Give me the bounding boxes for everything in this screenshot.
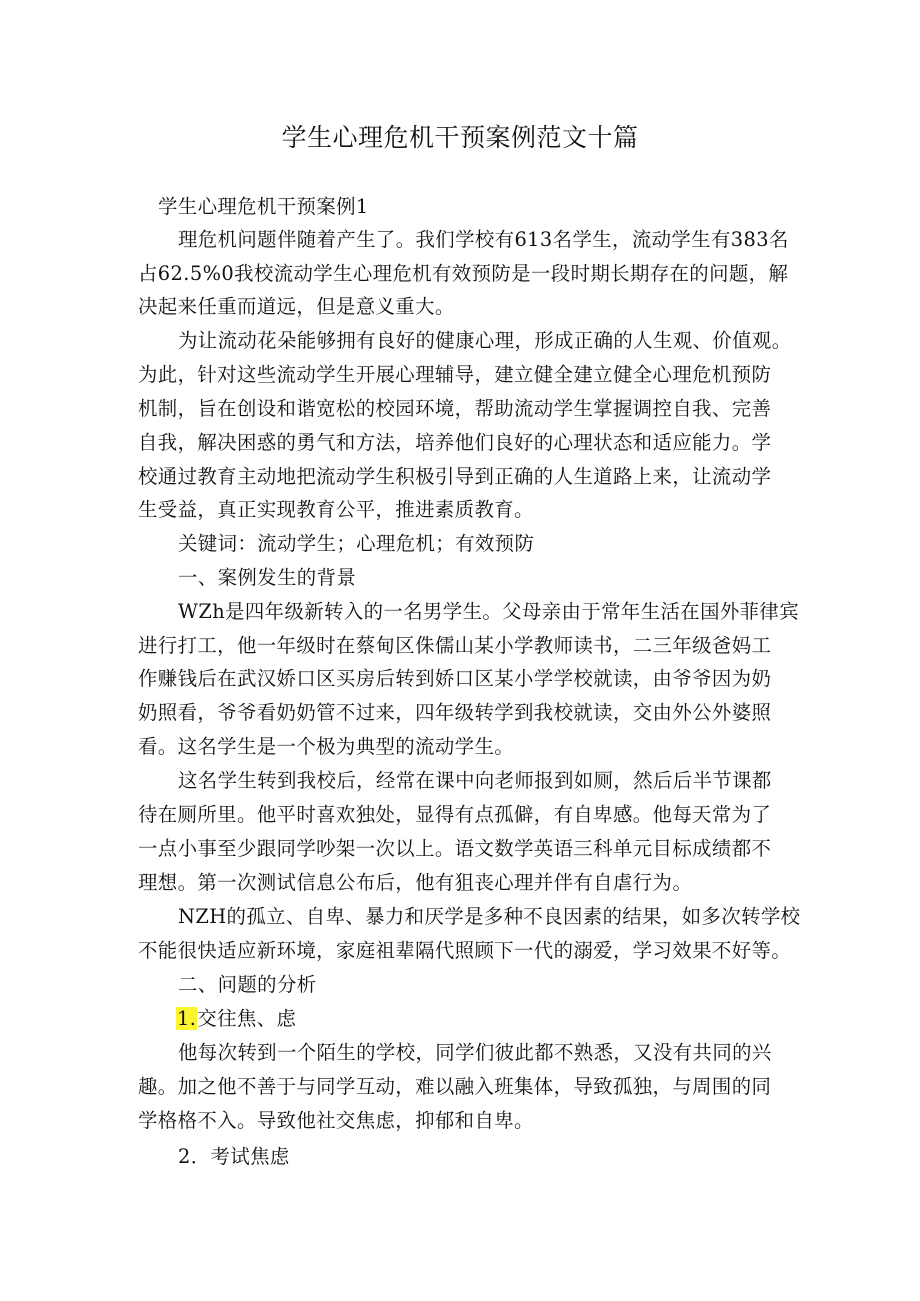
paragraph-line: 作赚钱后在武汉娇口区买房后转到娇口区某小学学校就读，由爷爷因为奶: [138, 667, 772, 690]
paragraph-line: 奶照看，爷爷看奶奶管不过来，四年级转学到我校就读，交由外公外婆照: [138, 701, 772, 724]
paragraph-line: 自我，解决困惑的勇气和方法，培养他们良好的心理状态和适应能力。学: [138, 431, 772, 454]
paragraph-line: 他每次转到一个陌生的学校，同学们彼此都不熟悉，又没有共同的兴: [178, 1041, 772, 1064]
subsection-heading-text: 交往焦、虑: [197, 1007, 297, 1030]
section-heading: 二、问题的分析: [178, 973, 317, 996]
highlighted-number: 1.: [177, 1007, 197, 1030]
paragraph-line: 看。这名学生是一个极为典型的流动学生。: [138, 735, 515, 758]
subsection-heading: [176, 1006, 296, 1032]
paragraph-line: 生受益，真正实现教育公平，推进素质教育。: [138, 498, 534, 521]
section-heading-case-1: 学生心理危机干预案例1: [158, 195, 369, 218]
paragraph-line: 一点小事至少跟同学吵架一次以上。语文数学英语三科单元目标成绩都不: [138, 837, 772, 860]
paragraph-line: 不能很快适应新环境，家庭祖辈隔代照顾下一代的溺爱，学习效果不好等。: [138, 939, 792, 962]
paragraph-line: 待在厕所里。他平时喜欢独处，显得有点孤僻，有自卑感。他每天常为了: [138, 803, 772, 826]
paragraph-line: 进行打工，他一年级时在蔡甸区侏儒山某小学教师读书，二三年级爸妈工: [138, 634, 772, 657]
paragraph-line: 校通过教育主动地把流动学生积极引导到正确的人生道路上来，让流动学: [138, 465, 772, 488]
paragraph-line: 趣。加之他不善于与同学互动，难以融入班集体，导致孤独，与周围的同: [138, 1075, 772, 1098]
paragraph-line: 为此，针对这些流动学生开展心理辅导，建立健全建立健全心理危机预防: [138, 363, 772, 386]
paragraph-line: WZh是四年级新转入的一名男学生。父母亲由于常年生活在国外菲律宾: [178, 600, 800, 623]
paragraph-line: NZH的孤立、自卑、暴力和厌学是多种不良因素的结果，如多次转学校: [178, 905, 801, 928]
paragraph-line: 学格格不入。导致他社交焦虑，抑郁和自卑。: [138, 1109, 534, 1132]
document-title: 学生心理危机干预案例范文十篇: [281, 123, 639, 152]
subsection-heading: 2．考试焦虑: [178, 1145, 290, 1168]
paragraph-line: 决起来任重而道远，但是意义重大。: [138, 295, 455, 318]
keywords-line: 关键词：流动学生；心理危机；有效预防: [178, 532, 535, 555]
paragraph-line: 理危机问题伴随着产生了。我们学校有613名学生，流动学生有383名: [178, 228, 789, 251]
paragraph-line: 占62.5%0我校流动学生心理危机有效预防是一段时期长期存在的问题，解: [138, 262, 789, 285]
section-heading: 一、案例发生的背景: [178, 566, 357, 589]
paragraph-line: 理想。第一次测试信息公布后，他有狙丧心理并伴有自虐行为。: [138, 871, 693, 894]
paragraph-line: 这名学生转到我校后，经常在课中向老师报到如厕，然后后半节课都: [178, 769, 772, 792]
paragraph-line: 为让流动花朵能够拥有良好的健康心理，形成正确的人生观、价值观。: [178, 329, 792, 352]
paragraph-line: 机制，旨在创设和谐宽松的校园环境，帮助流动学生掌握调控自我、完善: [138, 397, 772, 420]
